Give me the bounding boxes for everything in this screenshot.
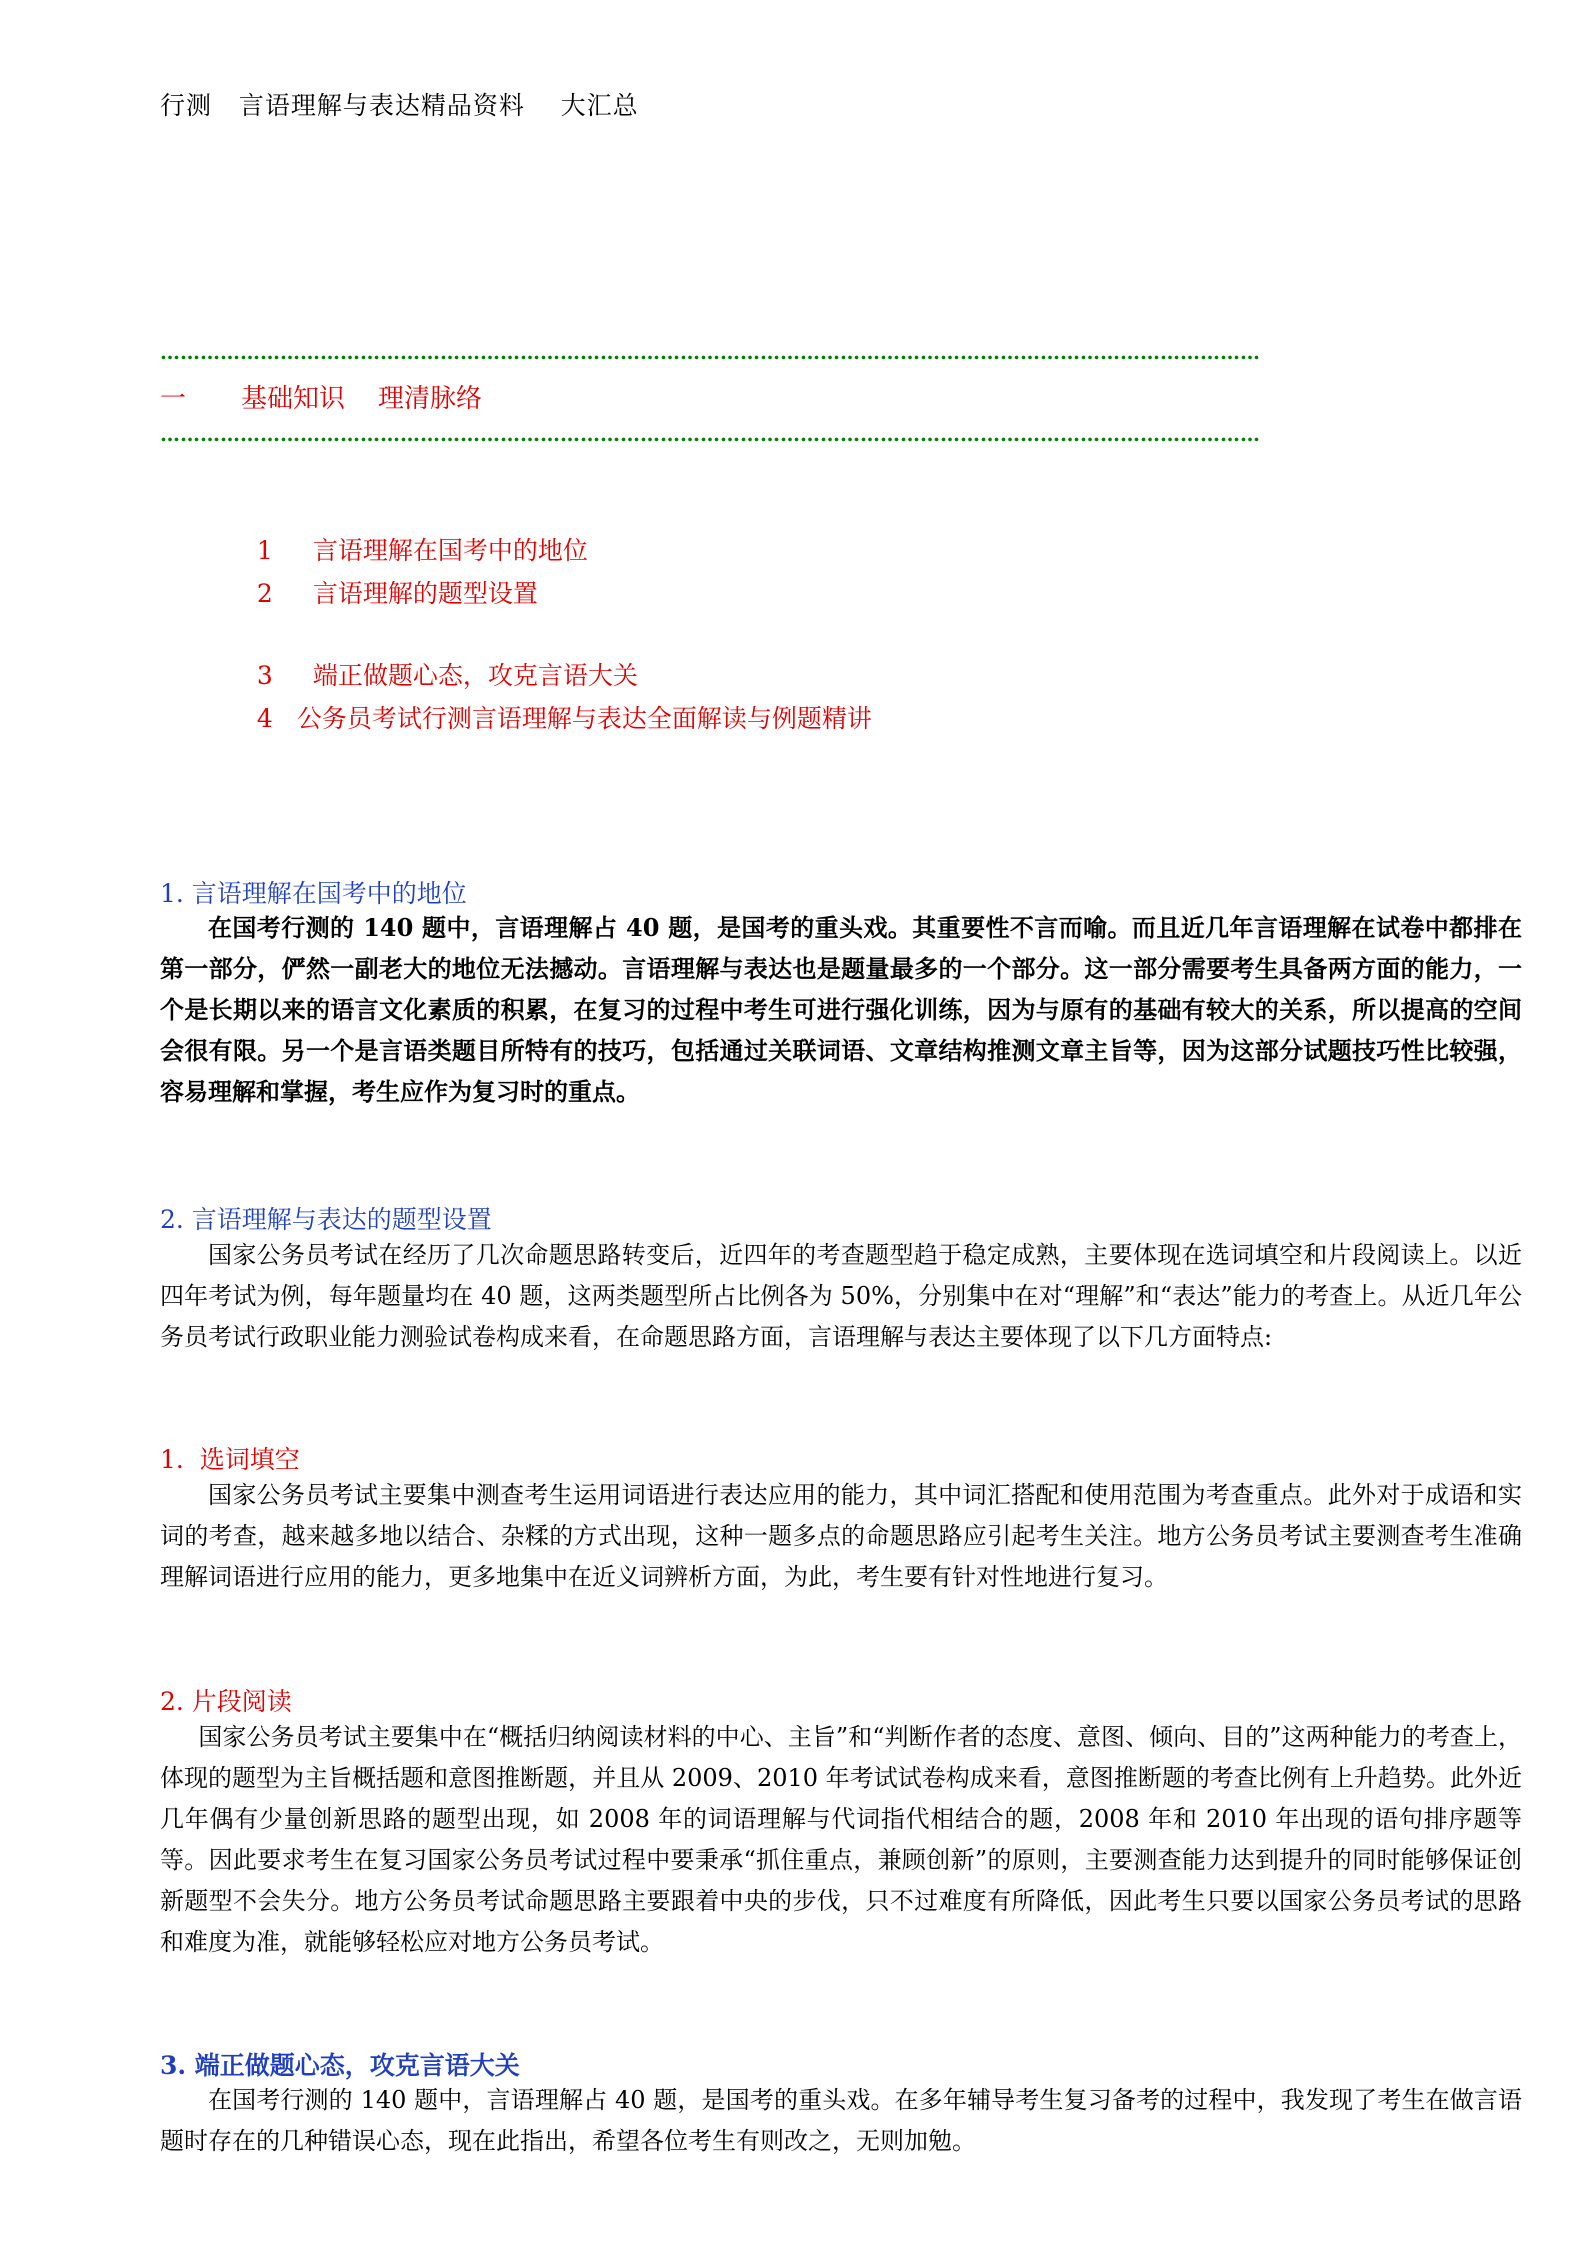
dotted-separator-top: ………………………………………………………………………………………………………………………………………………… [160, 340, 1260, 364]
subheading-fill-in: 1. 选词填空 [160, 1445, 300, 1474]
toc-label: 言语理解的题型设置 [312, 579, 538, 608]
paragraph-1: 在国考行测的 140 题中，言语理解占 40 题，是国考的重头戏。其重要性不言而喻。而且近几年言语理解在试卷中都排在第一部分，俨然一副老大的地位无法撼动。言语理解与表达也是题量最多的一个部分。这一部分需要考生具备两方面的能力，一个是长期以来的语言文化素质的积累，在复习的过程中考生可进行强化训练，因为与原有的基础有较大的关系，所以提高的空间会很有限。另一个是言语类题目所特有的技巧，包括通过关联词语、文章结构推测文章主旨等，因为这部分试题技巧性比较强，容易理解和掌握，考生应作为复习时的重点。 [160, 913, 1522, 1106]
paragraph-reading: 国家公务员考试主要集中在“概括归纳阅读材料的中心、主旨”和“判断作者的态度、意图、倾向、目的”这两种能力的考查上，体现的题型为主旨概括题和意图推断题，并且从 2009、2010 年考试试卷构成来看，意图推断题的考查比例有上升趋势。此外近几年偶有少量创新思路的题型出现，如 2008 年的词语理解与代词指代相结合的题，2008 年和 2010 年出现的语句排序题等等。因此要求考生在复习国家公务员考试过程中要秉承“抓住重点，兼顾创新”的原则，主要测查能力达到提升的同时能够保证创新题型不会失分。地方公务员考试命题思路主要跟着中央的步伐，只不过难度有所降低，因此考生只要以国家公务员考试的思路和难度为准，就能够轻松应对地方公务员考试。 [160, 1723, 1522, 1956]
toc-number: 2 [256, 579, 273, 608]
section-number: 一 [160, 384, 187, 414]
toc-number: 1 [256, 536, 273, 565]
toc-number: 4 [256, 704, 273, 733]
paragraph-fill-in: 国家公务员考试主要集中测查考生运用词语进行表达应用的能力，其中词汇搭配和使用范围为考查重点。此外对于成语和实词的考查，越来越多地以结合、杂糅的方式出现，这种一题多点的命题思路应引起考生关注。地方公务员考试主要测查考生准确理解词语进行应用的能力，更多地集中在近义词辨析方面，为此，考生要有针对性地进行复习。 [160, 1481, 1522, 1591]
section-heading-3: 3. 端正做题心态，攻克言语大关 [160, 2051, 520, 2080]
paragraph-2: 国家公务员考试在经历了几次命题思路转变后，近四年的考查题型趋于稳定成熟，主要体现在选词填空和片段阅读上。以近四年考试为例，每年题量均在 40 题，这两类题型所占比例各为 50%，分别集中在对“理解”和“表达”能力的考查上。从近几年公务员考试行政职业能力测验试卷构成来看，在命题思路方面，言语理解与表达主要体现了以下几方面特点: [160, 1241, 1523, 1351]
dotted-separator-bottom: ………………………………………………………………………………………………………………………………………………… [160, 422, 1260, 446]
toc-label: 端正做题心态，攻克言语大关 [312, 661, 638, 690]
toc-item [241, 545, 538, 610]
toc-item [241, 670, 872, 735]
toc-label: 言语理解在国考中的地位 [312, 536, 588, 565]
paragraph-3: 在国考行测的 140 题中，言语理解占 40 题，是国考的重头戏。在多年辅导考生复习备考的过程中，我发现了考生在做言语题时存在的几种错误心态，现在此指出，希望各位考生有则改之，无则加勉。 [160, 2086, 1522, 2155]
section-heading-2: 2. 言语理解与表达的题型设置 [160, 1205, 492, 1234]
subheading-reading: 2. 片段阅读 [160, 1687, 292, 1716]
document-header: 行测 言语理解与表达精品资料 大汇总 [160, 91, 639, 120]
toc-number: 3 [256, 661, 273, 690]
section-heading-1: 1. 言语理解在国考中的地位 [160, 879, 467, 908]
section-title: 基础知识 理清脉络 [241, 384, 483, 414]
toc-label: 公务员考试行测言语理解与表达全面解读与例题精讲 [296, 704, 872, 733]
